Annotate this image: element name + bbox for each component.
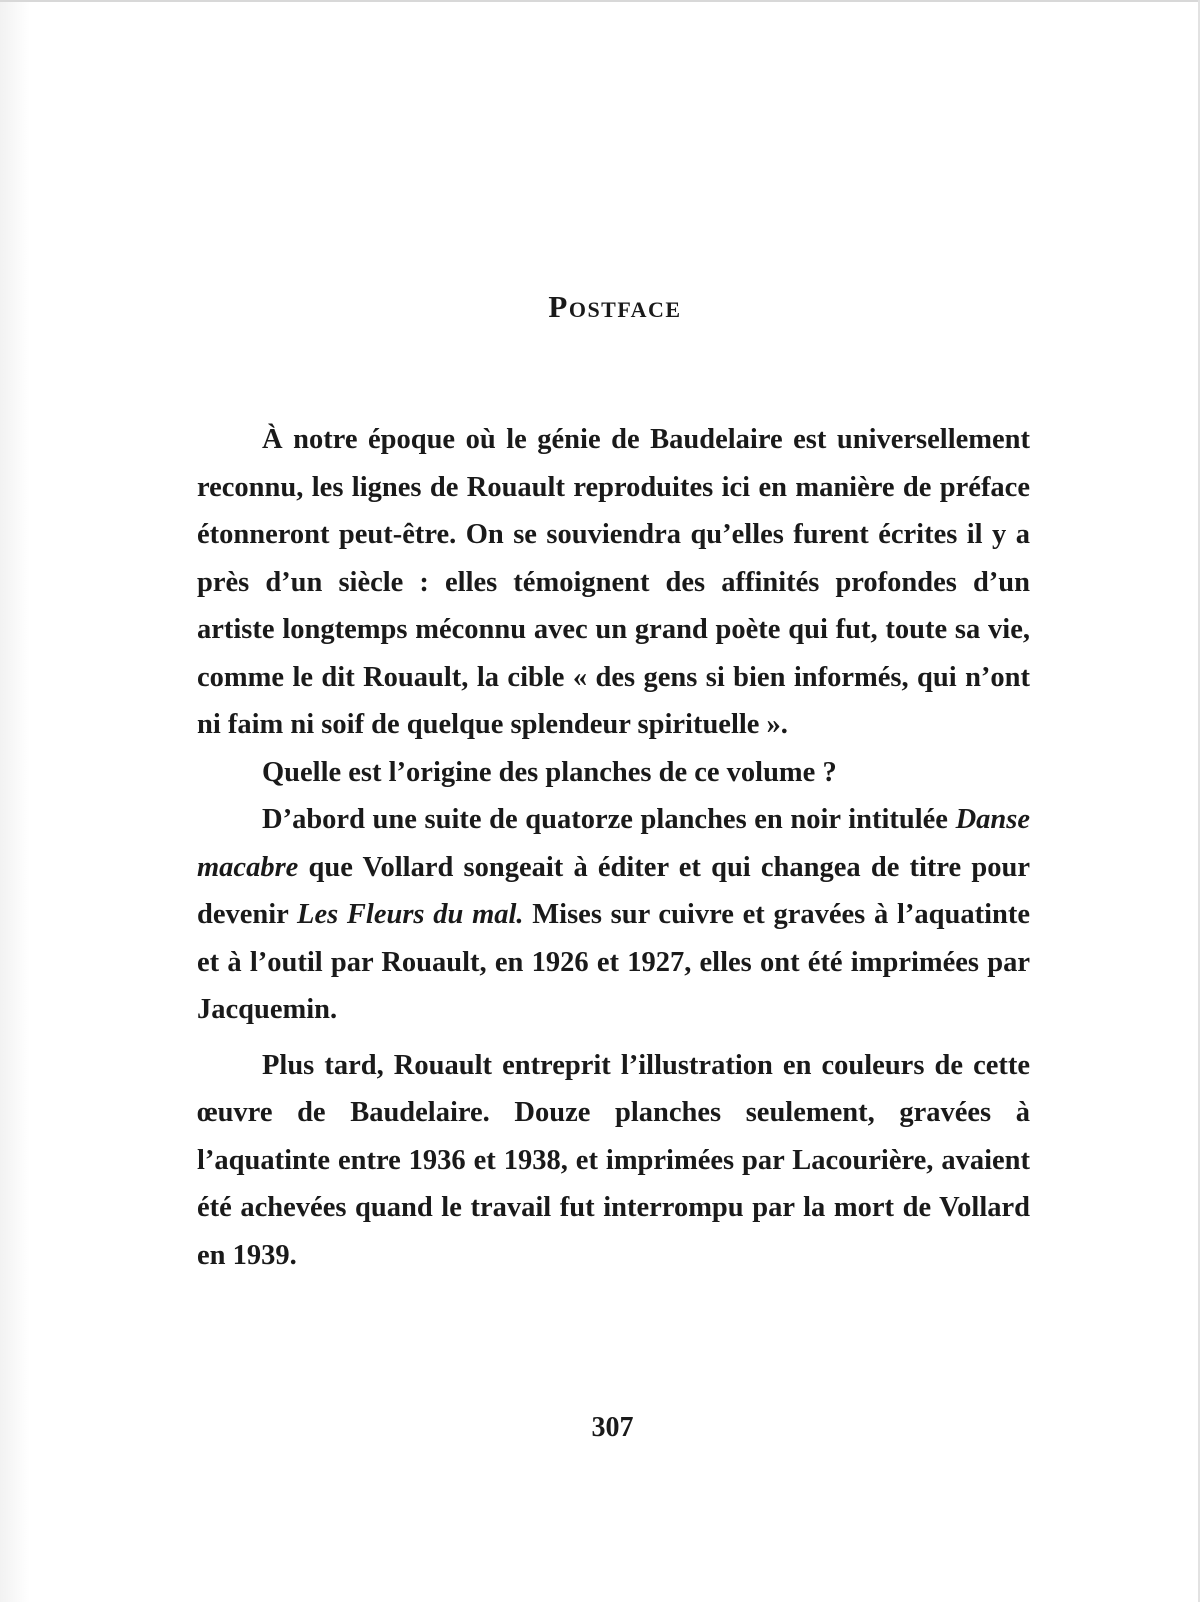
paragraph-origin: [197, 796, 1030, 1034]
origin-text-middle: que Vollard songeait à éditer et qui changea de titre pour devenir: [197, 851, 1030, 930]
paragraph-intro: À notre époque où le génie de Baudelaire est universellement reconnu, les lignes de Rouault reproduites ici en manière de préface étonneront peut-être. On se souviendra qu’elles furent écrites il y a près d’un siècle : elles témoignent des affinités profondes d’un artiste longtemps méconnu avec un grand poète qui fut, toute sa vie, comme le dit Rouault, la cible « des gens si bien informés, qui n’ont ni faim ni soif de quelque splendeur spirituelle ».: [197, 424, 1030, 740]
page-spine-shadow: [0, 0, 30, 1602]
paragraph-color-plates: Plus tard, Rouault entreprit l’illustration en couleurs de cette œuvre de Baudelaire. Douze planches seulement, gravées à l’aquatinte entre 1936 et 1938, et imprimées par Lacourière, avaient été achevées quand le travail fut interrompu par la mort de Vollard en 1939.: [197, 1049, 1030, 1271]
paragraph-question: Quelle est l’origine des planches de ce volume ?: [262, 756, 837, 788]
page-top-edge: [0, 0, 1200, 2]
page-number: 307: [591, 1412, 634, 1443]
origin-text-start: D’abord une suite de quatorze planches en noir intitulée: [262, 804, 956, 835]
chapter-heading: Postface: [548, 288, 682, 324]
body-text: [197, 416, 1030, 1279]
origin-text-end: Mises sur cuivre et gravées à l’aquatinte et à l’outil par Rouault, en 1926 et 1927, elles ont été imprimées par Jacquemin.: [197, 899, 1030, 1025]
work-title-danse-macabre: Danse macabre: [197, 804, 1030, 883]
work-title-fleurs-du-mal: Les Fleurs du mal.: [297, 899, 524, 930]
